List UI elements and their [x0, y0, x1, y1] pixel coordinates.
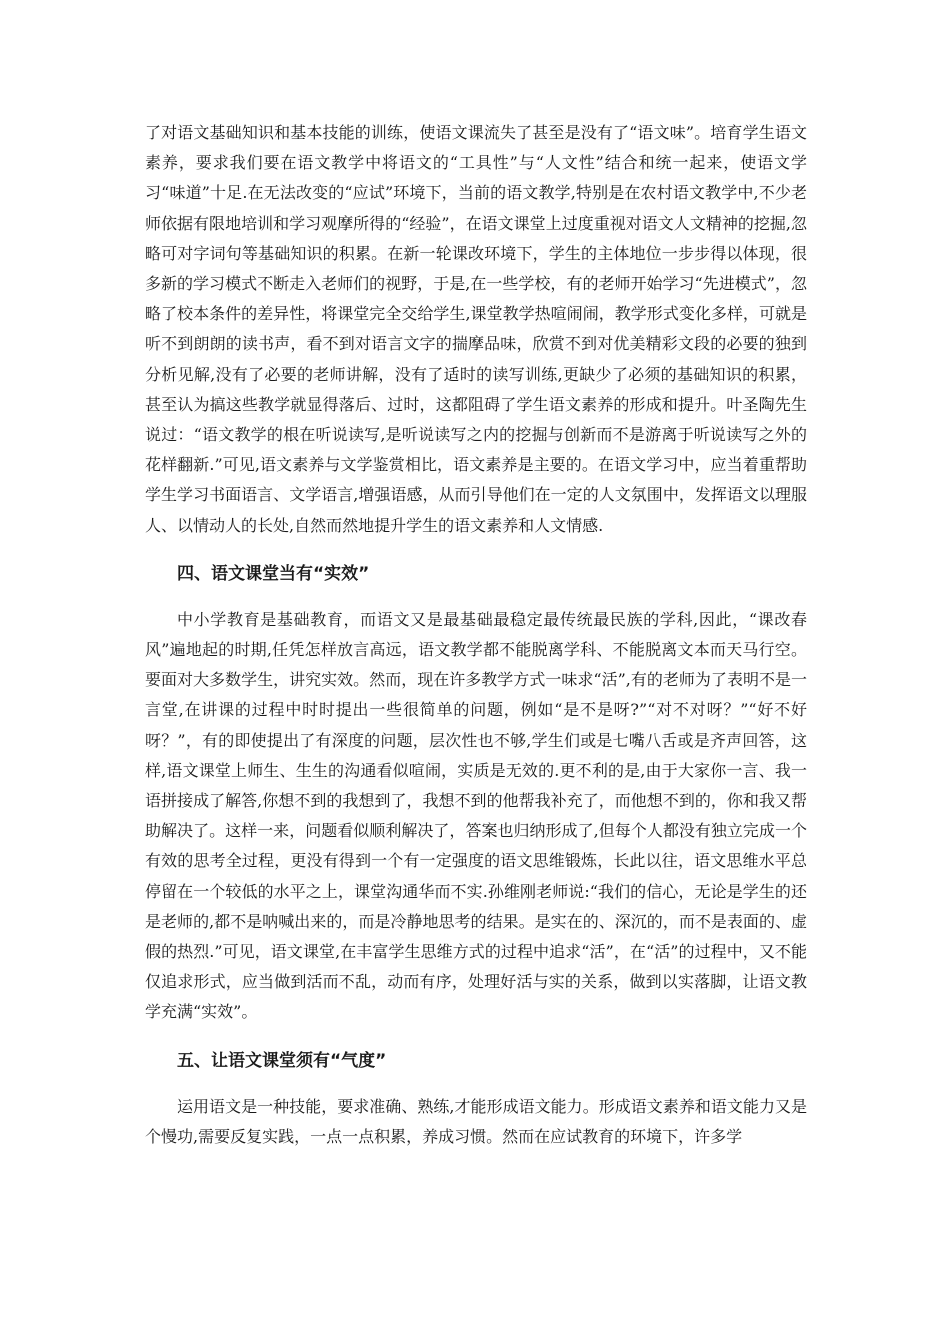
continued-paragraph: 了对语文基础知识和基本技能的训练，使语文课流失了甚至是没有了“语文味”。培育学生语文素养，要求我们要在语文教学中将语文的“工具性”与“人文性”结合和统一起来，使语文学习“味道”十足.在无法改变的“应试”环境下，当前的语文教学,特别是在农村语文教学中,不少老师依据有限地培训和学习观摩所得的“经验”，在语文课堂上过度重视对语文人文精神的挖掘,忽略可对字词句等基础知识的积累。在新一轮课改环境下，学生的主体地位一步步得以体现，很多新的学习模式不断走入老师们的视野，于是,在一些学校，有的老师开始学习“先进模式”，忽略了校本条件的差异性，将课堂完全交给学生,课堂教学热喧闹闹，教学形式变化多样，可就是听不到朗朗的读书声，看不到对语言文字的揣摩品味，欣赏不到对优美精彩文段的必要的独到分析见解,没有了必要的老师讲解，没有了适时的读写训练,更缺少了必须的基础知识的积累，甚至认为搞这些教学就显得落后、过时，这都阻碍了学生语文素养的形成和提升。叶圣陶先生说过：“语文教学的根在听说读写,是听说读写之内的挖掘与创新而不是游离于听说读写之外的花样翻新.”可见,语文素养与文学鉴赏相比，语文素养是主要的。在语文学习中，应当着重帮助学生学习书面语言、文学语言,增强语感，从而引导他们在一定的人文氛围中，发挥语文以理服人、以情动人的长处,自然而然地提升学生的语文素养和人文情感.	[145, 123, 807, 535]
section-heading-5: 五、让语文课堂须有“气度”	[177, 1050, 387, 1071]
document-page	[145, 118, 807, 1152]
section-4-paragraph: 中小学教育是基础教育，而语文又是最基础最稳定最传统最民族的学科,因此，“课改春风”遍地起的时期,任凭怎样放言高远，语文教学都不能脱离学科、不能脱离文本而天马行空。要面对大多数学生，讲究实效。然而，现在许多教学方式一味求“活”,有的老师为了表明不是一言堂,在讲课的过程中时时提出一些很简单的问题，例如“是不是呀?”“对不对呀？”“好不好呀？”，有的即使提出了有深度的问题，层次性也不够,学生们或是七嘴八舌或是齐声回答，这样,语文课堂上师生、生生的沟通看似喧闹，实质是无效的.更不利的是,由于大家你一言、我一语拼接成了解答,你想不到的我想到了，我想不到的他帮我补充了，而他想不到的，你和我又帮助解决了。这样一来，问题看似顺利解决了，答案也归纳形成了,但每个人都没有独立完成一个有效的思考全过程，更没有得到一个有一定强度的语文思维锻炼，长此以往，语文思维水平总停留在一个较低的水平之上，课堂沟通华而不实.孙维刚老师说:“我们的信心，无论是学生的还是老师的,都不是呐喊出来的，而是冷静地思考的结果。是实在的、深沉的，而不是表面的、虚假的热烈.”可见，语文课堂,在丰富学生思维方式的过程中追求“活”，在“活”的过程中，又不能仅追求形式，应当做到活而不乱，动而有序，处理好活与实的关系，做到以实落脚，让语文教学充满“实效”。	[145, 609, 807, 1022]
section-heading-4: 四、语文课堂当有“实效”	[177, 563, 370, 584]
section-5-paragraph: 运用语文是一种技能，要求准确、熟练,才能形成语文能力。形成语文素养和语文能力又是个慢功,需要反复实践，一点一点积累，养成习惯。然而在应试教育的环境下，许多学	[145, 1096, 807, 1146]
